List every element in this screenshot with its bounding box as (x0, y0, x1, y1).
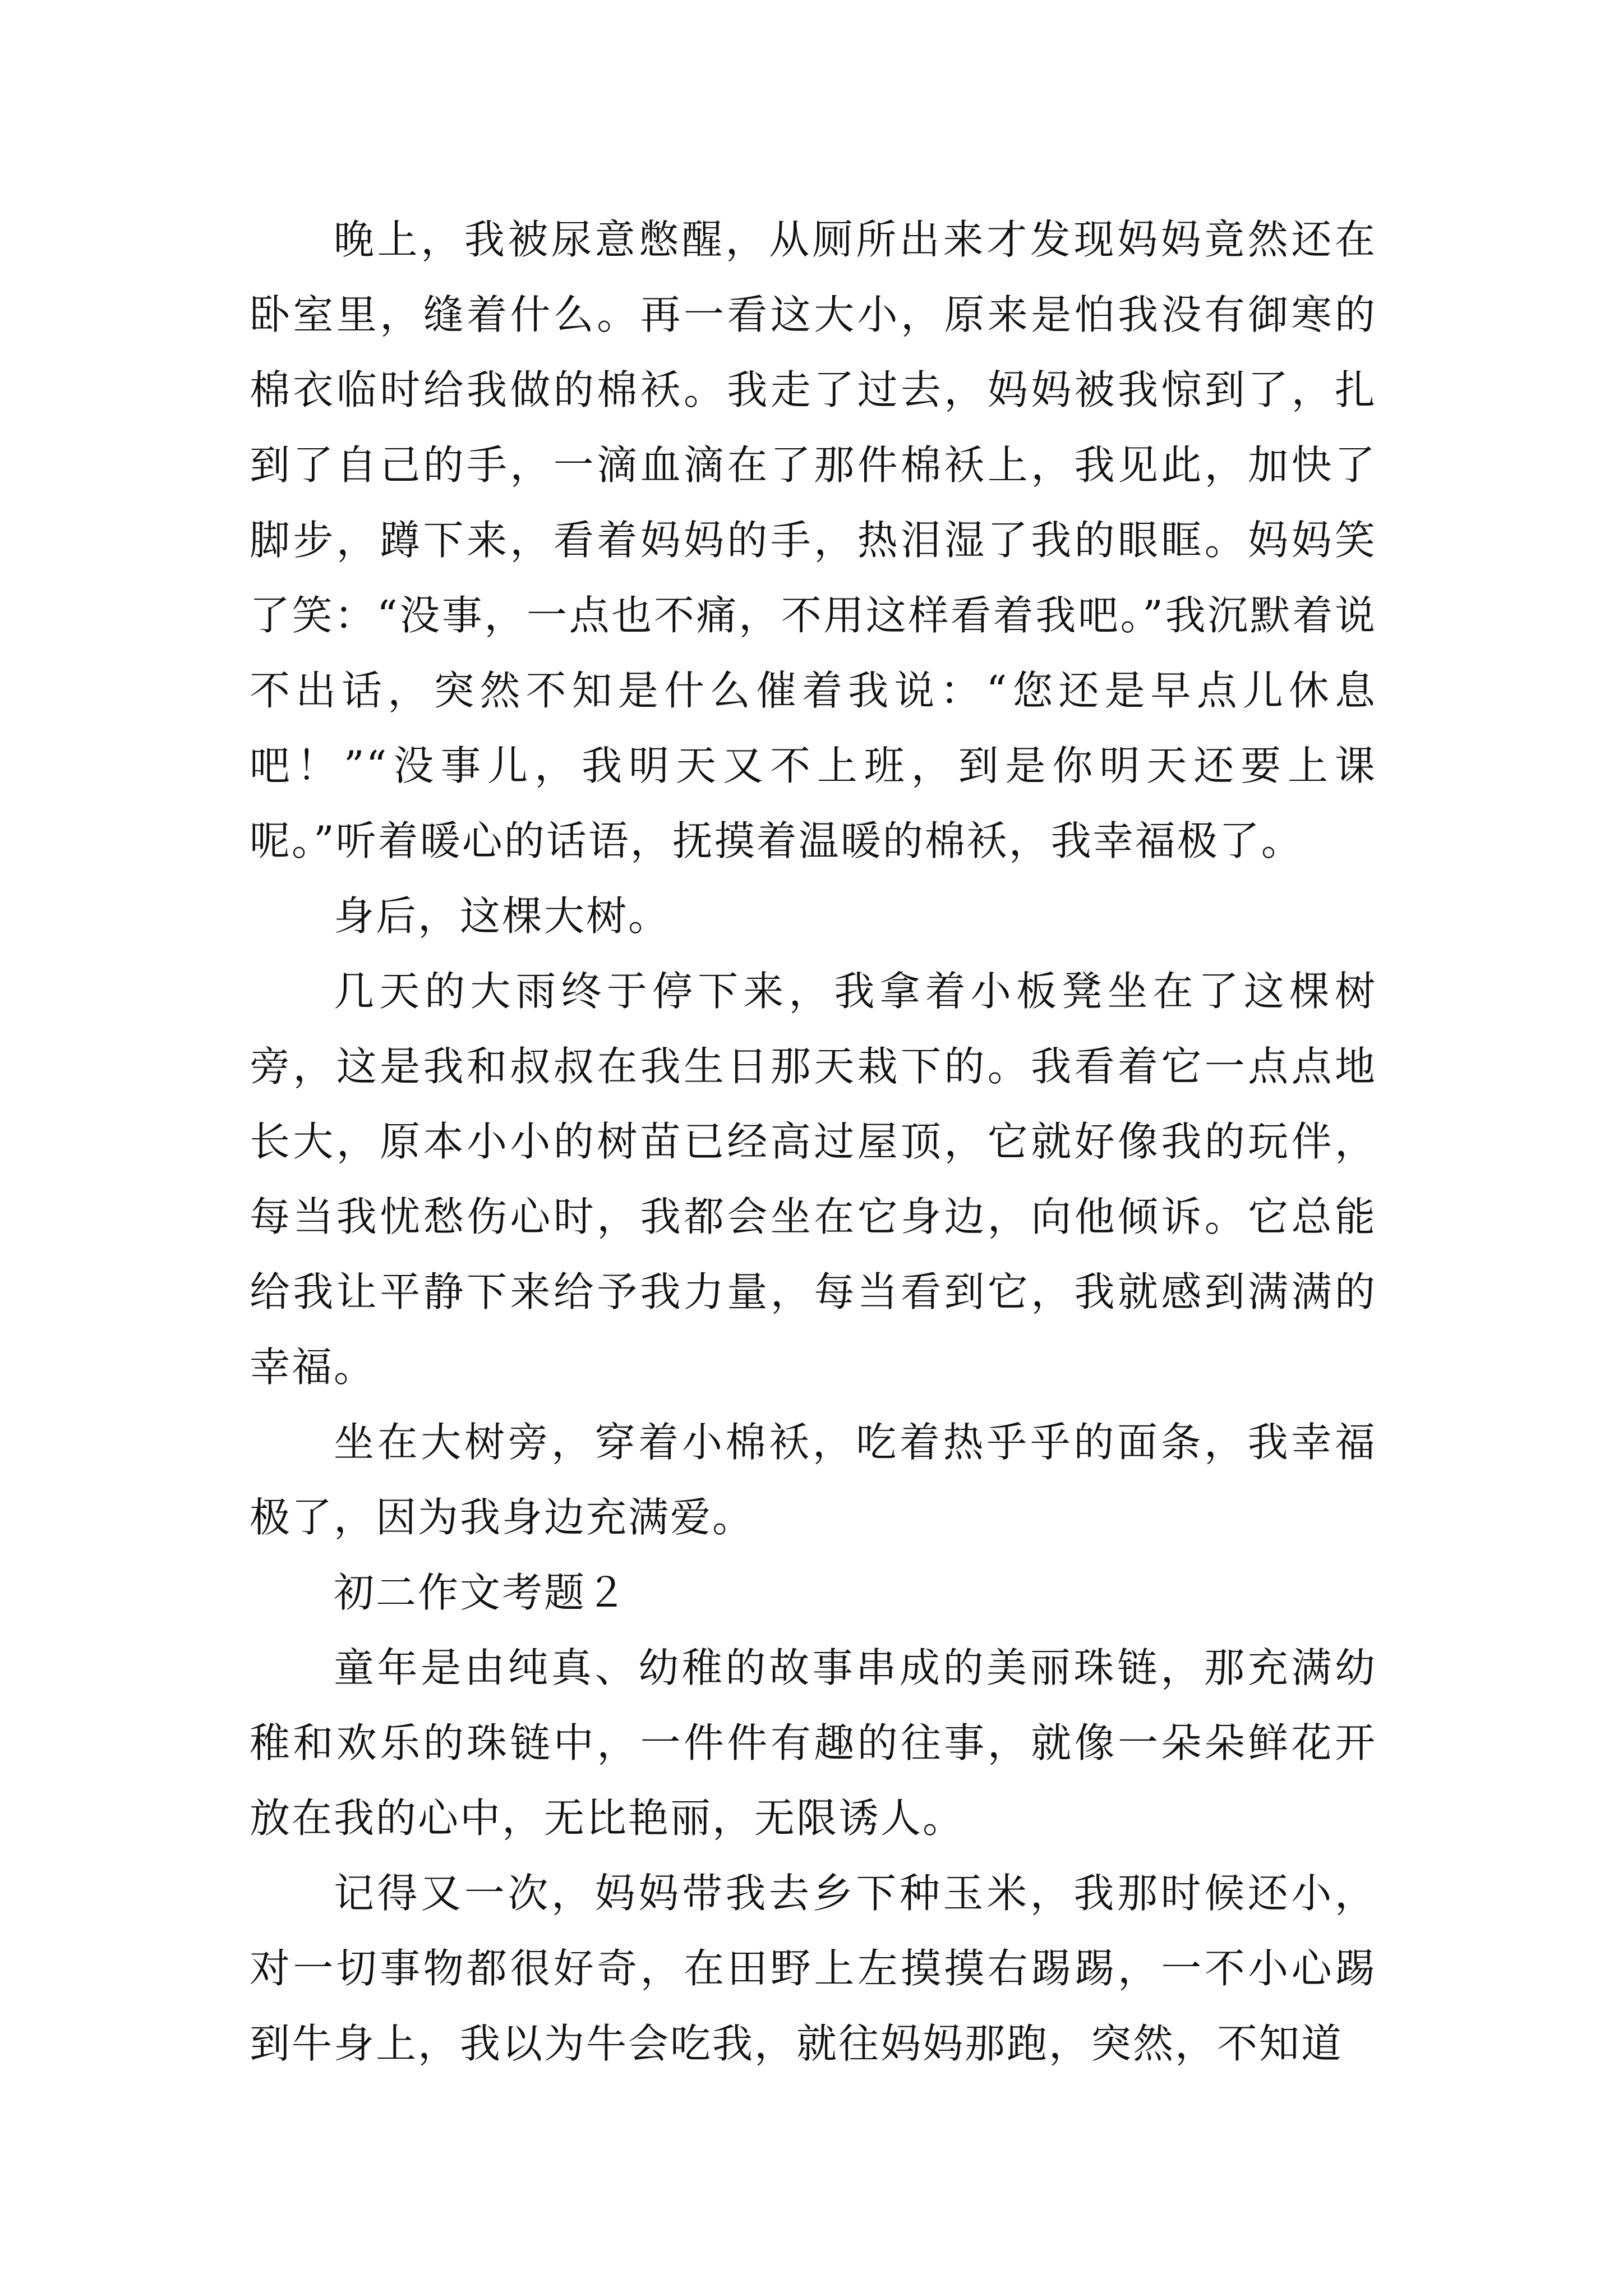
paragraph: 几天的大雨终于停下来，我拿着小板凳坐在了这棵树旁，这是我和叔叔在我生日那天栽下的。我看着它一点点地长大，原本小小的树苗已经高过屋顶，它就好像我的玩伴，每当我忧愁伤心时，我都会坐在它身边，向他倾诉。它总能给我让平静下来给予我力量，每当看到它，我就感到满满的幸福。 (250, 968, 1377, 1391)
paragraph: 坐在大树旁，穿着小棉袄，吃着热乎乎的面条，我幸福极了，因为我身边充满爱。 (250, 1419, 1377, 1541)
paragraph: 童年是由纯真、幼稚的故事串成的美丽珠链，那充满幼稚和欢乐的珠链中，一件件有趣的往事，就像一朵朵鲜花开放在我的心中，无比艳丽，无限诱人。 (250, 1644, 1377, 1842)
paragraph: 身后，这棵大树。 (334, 892, 671, 940)
paragraph: 晚上，我被尿意憋醒，从厕所出来才发现妈妈竟然还在卧室里，缝着什么。再一看这大小，原来是怕我没有御寒的棉衣临时给我做的棉袄。我走了过去，妈妈被我惊到了，扎到了自己的手，一滴血滴在了那件棉袄上，我见此，加快了脚步，蹲下来，看着妈妈的手，热泪湿了我的眼眶。妈妈笑了笑：“没事，一点也不痛，不用这样看着我吧。”我沉默着说不出话，突然不知是什么催着我说：“您还是早点儿休息吧！”“没事儿，我明天又不上班，到是你明天还要上课呢。”听着暖心的话语，抚摸着温暖的棉袄，我幸福极了。 (250, 216, 1377, 864)
paragraph: 记得又一次，妈妈带我去乡下种玉米，我那时候还小，对一切事物都很好奇，在田野上左摸摸右踢踢，一不小心踢到牛身上，我以为牛会吃我，就往妈妈那跑，突然，不知道 (250, 1870, 1377, 2067)
section-heading: 初二作文考题２ (334, 1569, 629, 1616)
document-page (250, 202, 1377, 2081)
